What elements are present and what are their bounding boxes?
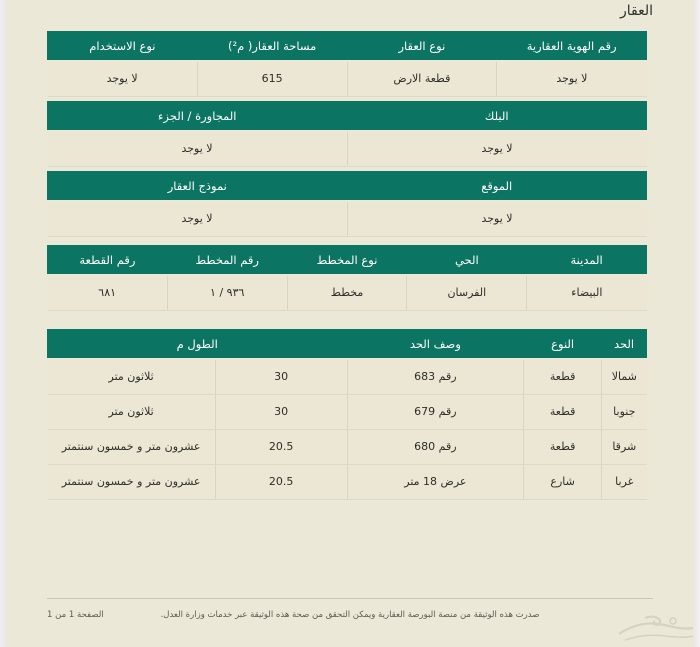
value-plan-type: مخطط (287, 275, 407, 311)
value-location: لا يوجد (347, 201, 647, 237)
document-page (7, 0, 693, 647)
value-boundary-description: رقم 679 (347, 395, 524, 430)
column-header-boundary-description: وصف الحد (347, 330, 524, 360)
value-boundary-type: شارع (524, 465, 602, 500)
tables-container (47, 31, 647, 500)
table-header-row (48, 330, 647, 360)
value-property-area: 615 (197, 61, 347, 97)
table-row (48, 465, 647, 500)
column-header-district: الحي (407, 246, 527, 276)
column-header-realestate-id: رقم الهوية العقارية (497, 32, 647, 62)
table-row (48, 201, 647, 237)
value-district: الفرسان (407, 275, 527, 311)
column-header-parcel-number: رقم القطعة (48, 246, 168, 276)
value-boundary: شمالا (602, 359, 647, 395)
footer-disclaimer: صدرت هذه الوثيقة من منصة البورصة العقارية ويمكن التحقق من صحة هذه الوثيقة عبر خدمات وزارة العدل. (160, 610, 540, 620)
boundaries-table (47, 329, 647, 500)
footer-divider (47, 598, 653, 599)
column-header-neighborhood-part: المجاورة / الجزء (48, 102, 348, 132)
value-boundary-length-words: ثلاثون متر (48, 359, 216, 395)
value-boundary: غربا (602, 465, 647, 500)
column-header-boundary: الحد (602, 330, 647, 360)
value-block: لا يوجد (347, 131, 647, 167)
value-boundary: جنوبا (602, 395, 647, 430)
table-row (48, 359, 647, 395)
value-city: البيضاء (527, 275, 647, 311)
column-header-plan-type: نوع المخطط (287, 246, 407, 276)
column-header-boundary-type: النوع (524, 330, 602, 360)
page-title: العقار (619, 3, 653, 19)
value-parcel-number: ٦٨١ (48, 275, 168, 311)
value-boundary-description: رقم 683 (347, 359, 524, 395)
value-boundary-length-number: 20.5 (215, 465, 347, 500)
column-header-plan-number: رقم المخطط (167, 246, 287, 276)
page-edge-right (693, 0, 700, 647)
value-boundary: شرقا (602, 430, 647, 465)
table-row (48, 131, 647, 167)
value-neighborhood-part: لا يوجد (48, 131, 348, 167)
table-header-row (48, 102, 647, 132)
value-boundary-length-words: عشرون متر و خمسون سنتمتر (48, 465, 216, 500)
value-boundary-type: قطعة (524, 430, 602, 465)
value-boundary-type: قطعة (524, 395, 602, 430)
footer-page-number: الصفحة 1 من 1 (47, 610, 104, 620)
value-boundary-length-words: عشرون متر و خمسون سنتمتر (48, 430, 216, 465)
table-header-row (48, 172, 647, 202)
value-boundary-type: قطعة (524, 359, 602, 395)
column-header-city: المدينة (527, 246, 647, 276)
column-header-property-type: نوع العقار (347, 32, 497, 62)
value-realestate-id: لا يوجد (497, 61, 647, 97)
plan-details-table (47, 245, 647, 311)
value-boundary-length-number: 20.5 (215, 430, 347, 465)
column-header-property-area: مساحة العقار( م²) (197, 32, 347, 62)
value-boundary-length-number: 30 (215, 395, 347, 430)
table-row (48, 395, 647, 430)
column-header-usage-type: نوع الاستخدام (48, 32, 198, 62)
value-boundary-length-words: ثلاثون متر (48, 395, 216, 430)
value-property-model: لا يوجد (48, 201, 348, 237)
table-row (48, 61, 647, 97)
page-footer (47, 606, 653, 624)
column-header-property-model: نموذج العقار (48, 172, 348, 202)
table-header-row (48, 32, 647, 62)
column-header-location: الموقع (347, 172, 647, 202)
page-edge-left (0, 0, 7, 647)
table-header-row (48, 246, 647, 276)
value-boundary-length-number: 30 (215, 359, 347, 395)
table-row (48, 430, 647, 465)
table-row (48, 275, 647, 311)
value-boundary-description: عرض 18 متر (347, 465, 524, 500)
value-usage-type: لا يوجد (48, 61, 198, 97)
column-header-boundary-length: الطول م (48, 330, 348, 360)
value-property-type: قطعة الارض (347, 61, 497, 97)
value-boundary-description: رقم 680 (347, 430, 524, 465)
column-header-block: البلك (347, 102, 647, 132)
property-details-table (47, 31, 647, 237)
value-plan-number: ٩٣٦ / ١ (167, 275, 287, 311)
